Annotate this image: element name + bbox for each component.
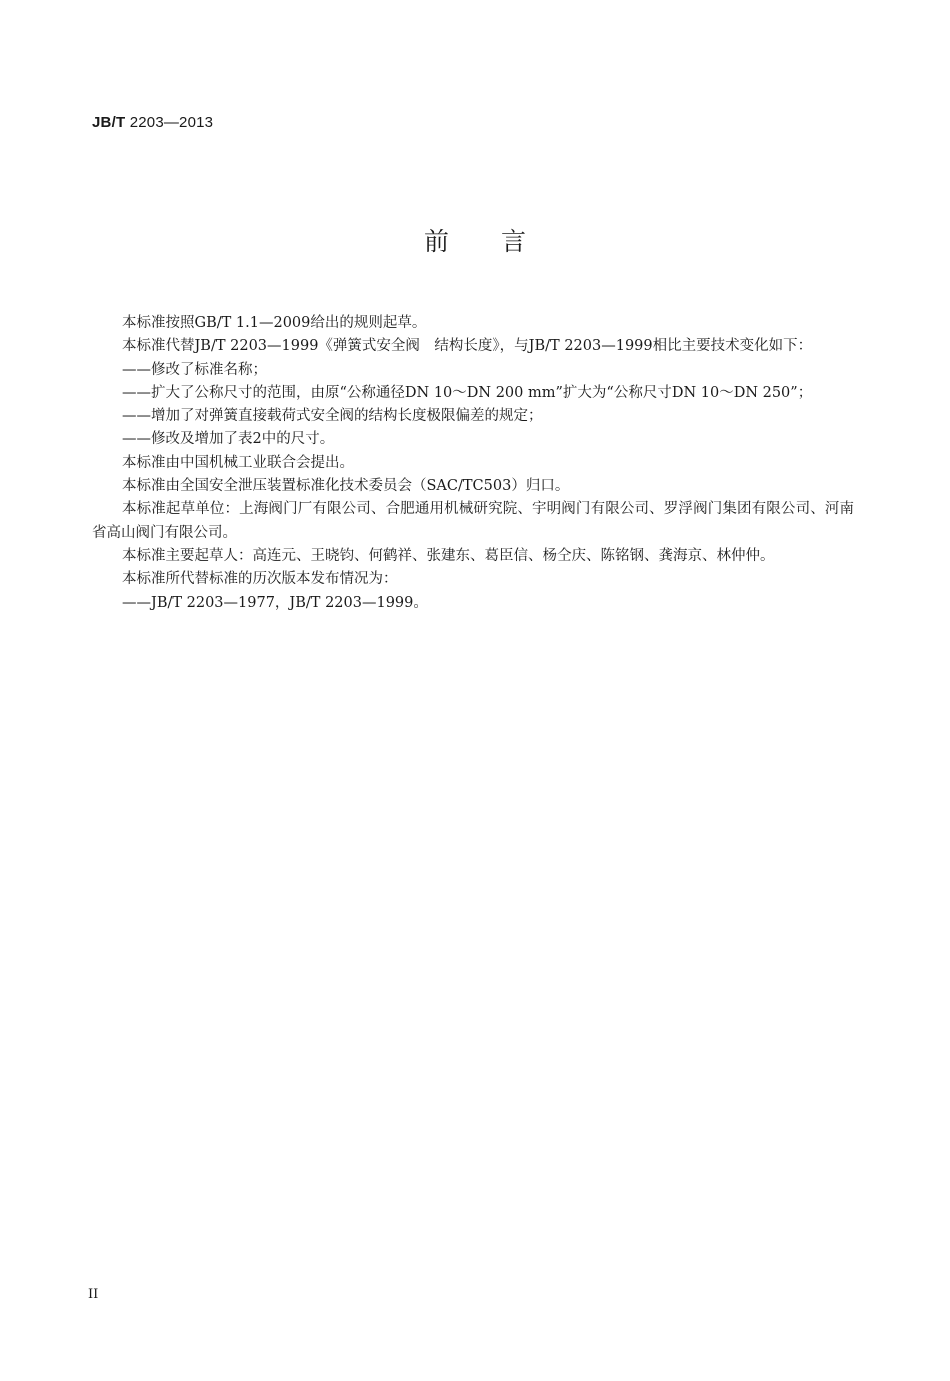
standard-prefix: JB/T bbox=[92, 114, 126, 131]
paragraph-history-intro: 本标准所代替标准的历次版本发布情况为： bbox=[122, 571, 398, 588]
paragraph-drafting-rule: 本标准按照GB/T 1.1—2009给出的规则起草。 bbox=[122, 315, 427, 331]
change-item: ——增加了对弹簧直接载荷式安全阀的结构长度极限偏差的规定； bbox=[122, 408, 543, 425]
paragraph-drafters: 本标准主要起草人：高连元、王晓钧、何鹤祥、张建东、葛臣信、杨仝庆、陈铭钢、龚海京、林仲仲。 bbox=[122, 547, 775, 564]
paragraph-proposer: 本标准由中国机械工业联合会提出。 bbox=[122, 454, 354, 471]
page-title: 前言 bbox=[423, 227, 578, 256]
paragraph-replacement: 本标准代替JB/T 2203—1999《弹簧式安全阀 结构长度》，与JB/T 2203—1999相比主要技术变化如下： bbox=[122, 338, 813, 355]
foreword-body bbox=[92, 312, 854, 615]
page-number: II bbox=[88, 1287, 99, 1302]
paragraph-drafting-units: 本标准起草单位：上海阀门厂有限公司、合肥通用机械研究院、宇明阀门有限公司、罗浮阀门集团有限公司、河南省高山阀门有限公司。 bbox=[92, 501, 854, 541]
change-item: ——扩大了公称尺寸的范围，由原“公称通径DN 10～DN 200 mm”扩大为“公称尺寸DN 10～DN 250”； bbox=[122, 384, 813, 401]
standard-number: 2203—2013 bbox=[129, 114, 214, 131]
paragraph-committee: 本标准由全国安全泄压装置标准化技术委员会（SAC/TC503）归口。 bbox=[122, 478, 570, 495]
history-item: ——JB/T 2203—1977，JB/T 2203—1999。 bbox=[122, 594, 428, 611]
change-item: ——修改了标准名称； bbox=[122, 361, 267, 378]
standard-number-header bbox=[92, 114, 213, 131]
change-item: ——修改及增加了表2中的尺寸。 bbox=[122, 431, 335, 448]
